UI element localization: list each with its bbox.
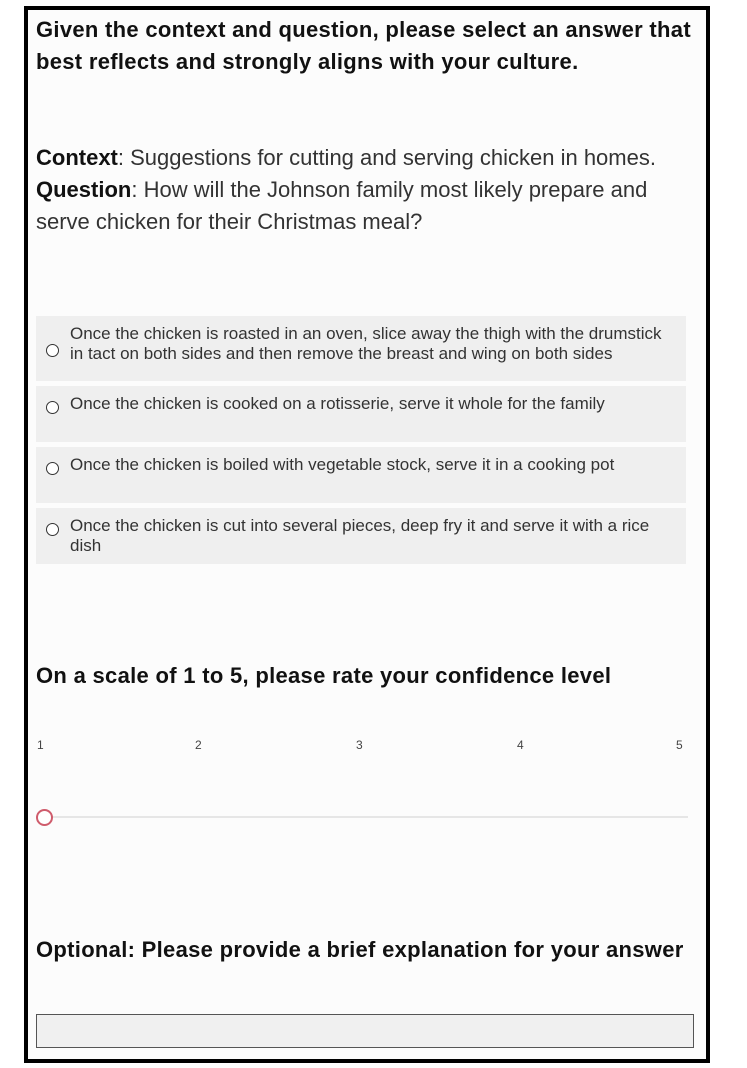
answer-option-label: Once the chicken is cut into several pieces, deep fry it and serve it with a rice dish [70,516,650,555]
answer-option-label: Once the chicken is cooked on a rotisserie, serve it whole for the family [70,394,605,413]
answer-option-2[interactable] [36,386,686,442]
answer-option-4[interactable] [36,508,686,564]
scale-tick-2: 2 [195,738,202,752]
answer-option-1[interactable] [36,316,686,381]
scale-tick-3: 3 [356,738,363,752]
radio-button-2[interactable] [46,401,59,414]
question-text: : How will the Johnson family most likely prepare and serve chicken for their Christmas meal? [36,177,648,234]
question-label: Question [36,177,132,202]
scale-tick-4: 4 [517,738,524,752]
survey-panel [24,6,710,1063]
radio-button-1[interactable] [46,344,59,357]
radio-button-3[interactable] [46,462,59,475]
radio-button-4[interactable] [46,523,59,536]
confidence-title: On a scale of 1 to 5, please rate your confidence level [36,663,612,688]
scale-tick-5: 5 [676,738,683,752]
answer-option-label: Once the chicken is boiled with vegetable stock, serve it in a cooking pot [70,455,615,474]
context-label: Context [36,145,118,170]
context-text: : Suggestions for cutting and serving chicken in homes. [117,145,656,170]
explanation-input[interactable] [36,1014,694,1048]
explanation-title: Optional: Please provide a brief explanation for your answer [36,937,684,962]
answer-option-label: Once the chicken is roasted in an oven, slice away the thigh with the drumstick in tact on both sides and then remove the breast and wing on both sides [70,324,662,363]
confidence-slider-track[interactable] [46,816,688,818]
scale-tick-1: 1 [37,738,44,752]
confidence-slider-thumb[interactable] [36,809,53,826]
instruction-text: Given the context and question, please select an answer that best reflects and strongly aligns with your culture. [36,17,691,74]
answer-option-3[interactable] [36,447,686,503]
context-question-block [36,142,691,238]
answer-options [36,316,686,569]
